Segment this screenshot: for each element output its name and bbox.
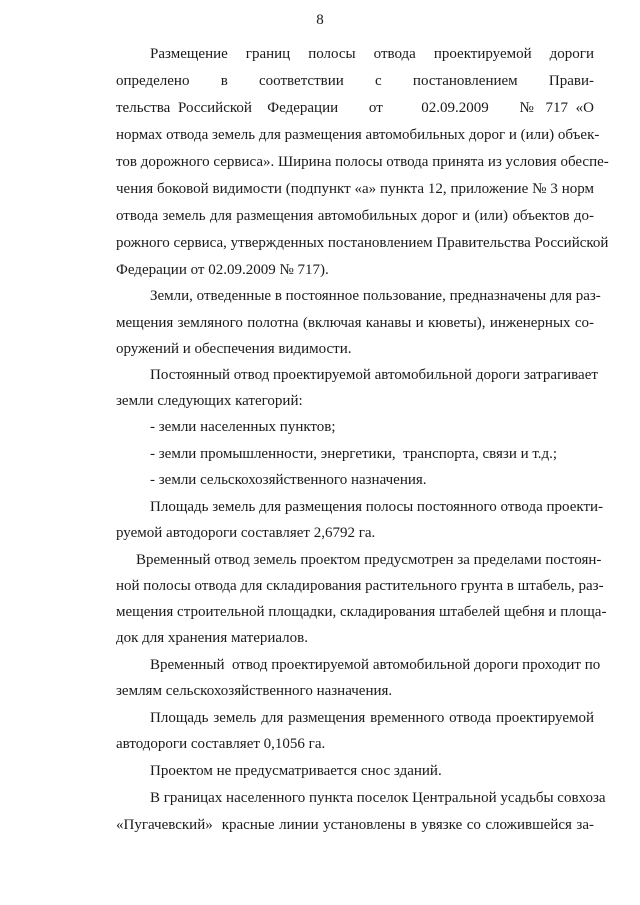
text-line: Постоянный отвод проектируемой автомобильной дороги затрагивает bbox=[150, 367, 598, 383]
page-number: 8 bbox=[316, 12, 324, 28]
text-line: «Пугачевский» красные линии установлены в увязке со сложившейся за- bbox=[116, 817, 594, 833]
text-line: Площадь земель для размещения полосы постоянного отвода проекти- bbox=[150, 499, 604, 515]
text-line: Временный отвод проектируемой автомобильной дороги проходит по bbox=[150, 657, 601, 673]
list-item: - земли сельскохозяйственного назначения. bbox=[150, 472, 427, 488]
list-item: - земли населенных пунктов; bbox=[150, 419, 336, 435]
text-line: Федерации от 02.09.2009 № 717). bbox=[116, 262, 329, 278]
text-line: Земли, отведенные в постоянное пользование, предназначены для раз- bbox=[150, 288, 601, 304]
text-line: В границах населенного пункта поселок Центральной усадьбы совхоза bbox=[150, 790, 606, 806]
text-line: оружений и обеспечения видимости. bbox=[116, 341, 352, 357]
text-line: земли следующих категорий: bbox=[116, 393, 303, 409]
text-line: тельства Российской Федерации от 02.09.2009 № 717 «О bbox=[116, 100, 594, 116]
list-item: - земли промышленности, энергетики, транспорта, связи и т.д.; bbox=[150, 446, 558, 462]
text-line: рожного сервиса, утвержденных постановлением Правительства Российской bbox=[116, 235, 609, 251]
text-line: док для хранения материалов. bbox=[116, 630, 308, 646]
text-line: руемой автодороги составляет 2,6792 га. bbox=[116, 525, 376, 541]
text-line: Размещение границ полосы отвода проектируемой дороги bbox=[150, 46, 594, 62]
text-line: чения боковой видимости (подпункт «а» пункта 12, приложение № 3 норм bbox=[116, 181, 594, 197]
text-line: определено в соответствии с постановлением Прави- bbox=[116, 73, 594, 89]
text-line: отвода земель для размещения автомобильных дорог и (или) объектов до- bbox=[116, 208, 594, 224]
text-line: тов дорожного сервиса». Ширина полосы отвода принята из условия обеспе- bbox=[116, 154, 609, 170]
text-line: землям сельскохозяйственного назначения. bbox=[116, 683, 393, 699]
text-line: нормах отвода земель для размещения автомобильных дорог и (или) объек- bbox=[116, 127, 600, 143]
text-line: автодороги составляет 0,1056 га. bbox=[116, 736, 326, 752]
text-line: Площадь земель для размещения временного отвода проектируемой bbox=[150, 710, 594, 726]
text-line: Проектом не предусматривается снос зданий. bbox=[150, 763, 442, 779]
text-line: ной полосы отвода для складирования растительного грунта в штабель, раз- bbox=[116, 578, 604, 594]
text-line: Временный отвод земель проектом предусмотрен за пределами постоян- bbox=[136, 552, 602, 568]
text-line: мещения строительной площадки, складирования штабелей щебня и площа- bbox=[116, 604, 607, 620]
text-line: мещения земляного полотна (включая канавы и кюветы), инженерных со- bbox=[116, 315, 594, 331]
